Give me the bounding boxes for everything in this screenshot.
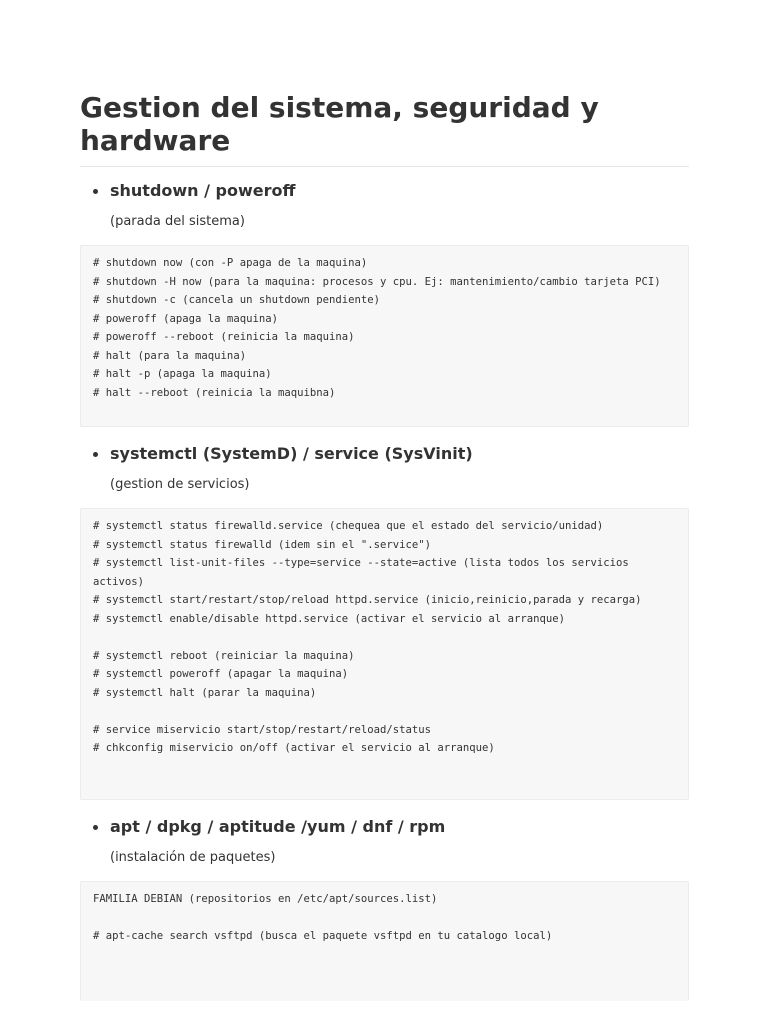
section-systemctl: [80, 442, 689, 800]
code-block: FAMILIA DEBIAN (repositorios en /etc/apt/sources.list) # apt-cache search vsftpd (busca el paquete vsftpd en tu catalogo local): [80, 881, 689, 1001]
page-title: Gestion del sistema, seguridad y hardware: [80, 0, 689, 167]
bullet-item: [80, 179, 689, 203]
section-heading: systemctl (SystemD) / service (SysVinit): [110, 444, 473, 463]
bullet-dot-icon: [93, 189, 98, 194]
bullet-dot-icon: [93, 825, 98, 830]
code-block: # systemctl status firewalld.service (chequea que el estado del servicio/unidad) # systemctl status firewalld (idem sin el ".service") # systemctl list-unit-files --type=service --state=active (lista todos los servicios activos) # systemctl start/restart/stop/reload httpd.service (inicio,reinicio,parada y recarga) # systemctl enable/disable httpd.service (activar el servicio al arranque) # systemctl reboot (reiniciar la maquina) # systemctl poweroff (apagar la maquina) # systemctl halt (parar la maquina) # service miservicio start/stop/restart/reload/status # chkconfig miservicio on/off (activar el servicio al arranque): [80, 508, 689, 800]
document-page: [80, 0, 689, 1001]
section-heading: apt / dpkg / aptitude /yum / dnf / rpm: [110, 817, 446, 836]
bullet-item: [80, 815, 689, 839]
section-description: (instalación de paquetes): [110, 850, 276, 865]
section-description: (parada del sistema): [110, 214, 245, 229]
code-block: # shutdown now (con -P apaga de la maquina) # shutdown -H now (para la maquina: procesos y cpu. Ej: mantenimiento/cambio tarjeta PCI) # shutdown -c (cancela un shutdown pendiente) # poweroff (apaga la maquina) # poweroff --reboot (reinicia la maquina) # halt (para la maquina) # halt -p (apaga la maquina) # halt --reboot (reinicia la maquibna): [80, 245, 689, 427]
section-heading: shutdown / poweroff: [110, 181, 296, 200]
bullet-item: [80, 442, 689, 466]
section-description: (gestion de servicios): [110, 477, 250, 492]
section-shutdown: [80, 179, 689, 427]
bullet-dot-icon: [93, 452, 98, 457]
section-package-managers: [80, 815, 689, 1001]
